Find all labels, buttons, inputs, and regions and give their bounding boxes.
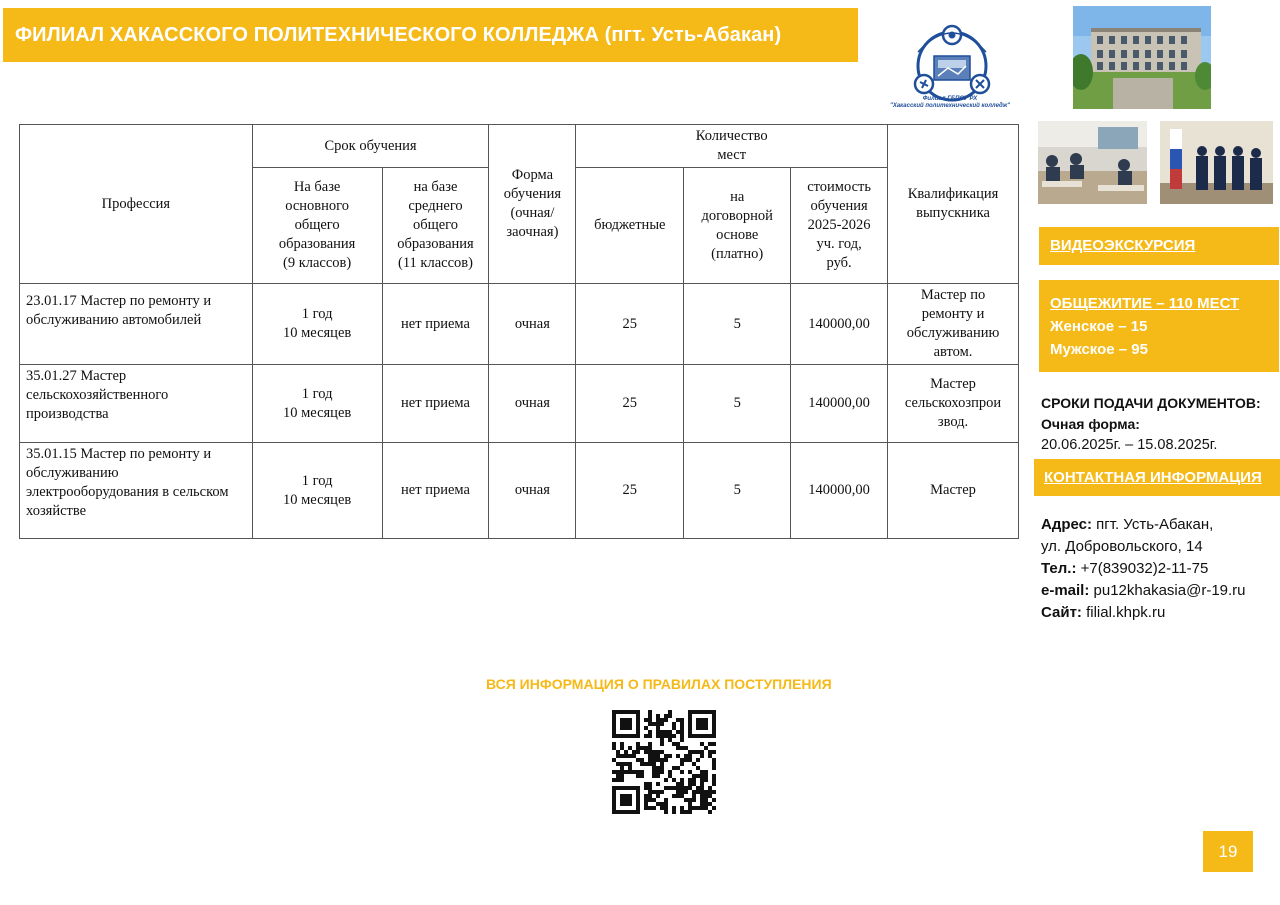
header-contract: на договорной основе (платно) bbox=[684, 168, 791, 284]
address-line1 bbox=[1041, 514, 1246, 536]
header-places: Количество мест bbox=[576, 125, 888, 168]
students-group-photo bbox=[1160, 121, 1273, 204]
dormitory-title: ОБЩЕЖИТИЕ – 110 МЕСТ bbox=[1050, 295, 1240, 312]
contact-info-link[interactable] bbox=[1034, 459, 1280, 496]
phone-value[interactable]: +7(839032)2-11-75 bbox=[1076, 560, 1209, 577]
profession-cell: 23.01.17 Мастер по ремонту и обслуживанию автомобилей bbox=[20, 284, 253, 365]
base9-cell: 1 год 10 месяцев bbox=[252, 365, 382, 443]
qualification-cell: Мастер bbox=[888, 443, 1019, 539]
logo-caption-line2: "Хакасский политехнический колледж" bbox=[890, 103, 1010, 109]
form-cell: очная bbox=[489, 284, 576, 365]
admission-rules-heading: ВСЯ ИНФОРМАЦИЯ О ПРАВИЛАХ ПОСТУПЛЕНИЯ bbox=[486, 676, 832, 692]
base11-cell: нет приема bbox=[382, 443, 489, 539]
header-base11: на базе среднего общего образования (11 классов) bbox=[382, 168, 489, 284]
header-budget: бюджетные bbox=[576, 168, 684, 284]
logo-caption bbox=[880, 96, 1020, 110]
logo-caption-line1: Филиал ГБПОУ РХ bbox=[922, 96, 978, 102]
cost-cell: 140000,00 bbox=[791, 365, 888, 443]
deadline-dates: 20.06.2025г. – 15.08.2025г. bbox=[1041, 437, 1218, 453]
base9-cell: 1 год 10 месяцев bbox=[252, 443, 382, 539]
header-cost: стоимость обучения 2025-2026 уч. год, руб. bbox=[791, 168, 888, 284]
base11-cell: нет приема bbox=[382, 284, 489, 365]
address-label: Адрес: bbox=[1041, 516, 1092, 533]
profession-cell: 35.01.15 Мастер по ремонту и обслуживанию электрооборудования в сельском хозяйстве bbox=[20, 443, 253, 539]
header-qualification: Квалификация выпускника bbox=[888, 125, 1019, 284]
header-base9: На базе основного общего образования (9 классов) bbox=[252, 168, 382, 284]
header-banner bbox=[3, 8, 858, 62]
dormitory-male: Мужское – 95 bbox=[1050, 341, 1148, 358]
table-row bbox=[20, 284, 1019, 365]
site-label: Сайт: bbox=[1041, 604, 1082, 621]
deadline-block bbox=[1041, 393, 1261, 456]
table-row bbox=[20, 365, 1019, 443]
site-value[interactable]: filial.khpk.ru bbox=[1081, 604, 1166, 621]
professions-table bbox=[19, 124, 1019, 539]
phone-line bbox=[1041, 558, 1246, 580]
dormitory-box[interactable] bbox=[1039, 280, 1279, 372]
contract-cell: 5 bbox=[684, 365, 791, 443]
budget-cell: 25 bbox=[576, 365, 684, 443]
header-profession: Профессия bbox=[20, 125, 253, 284]
video-tour-link[interactable] bbox=[1039, 227, 1279, 265]
phone-label: Тел.: bbox=[1041, 560, 1077, 577]
college-building-photo bbox=[1073, 6, 1211, 109]
qualification-cell: Мастер сельскохозпрои звод. bbox=[888, 365, 1019, 443]
budget-cell: 25 bbox=[576, 284, 684, 365]
cost-cell: 140000,00 bbox=[791, 443, 888, 539]
profession-cell: 35.01.27 Мастер сельскохозяйственного производства bbox=[20, 365, 253, 443]
deadline-title: СРОКИ ПОДАЧИ ДОКУМЕНТОВ: bbox=[1041, 395, 1261, 411]
site-line bbox=[1041, 602, 1246, 624]
base11-cell: нет приема bbox=[382, 365, 489, 443]
qr-code[interactable] bbox=[612, 710, 716, 814]
contacts-block bbox=[1041, 514, 1246, 624]
email-value[interactable]: pu12khakasia@r-19.ru bbox=[1089, 582, 1246, 599]
base9-cell: 1 год 10 месяцев bbox=[252, 284, 382, 365]
address-line2: ул. Добровольского, 14 bbox=[1041, 538, 1203, 555]
page-title: ФИЛИАЛ ХАКАССКОГО ПОЛИТЕХНИЧЕСКОГО КОЛЛЕДЖА (пгт. Усть-Абакан) bbox=[15, 24, 782, 46]
budget-cell: 25 bbox=[576, 443, 684, 539]
header-form: Форма обучения (очная/ заочная) bbox=[489, 125, 576, 284]
contract-cell: 5 bbox=[684, 443, 791, 539]
cost-cell: 140000,00 bbox=[791, 284, 888, 365]
dormitory-female: Женское – 15 bbox=[1050, 318, 1148, 335]
address-value: пгт. Усть-Абакан, bbox=[1092, 516, 1214, 533]
deadline-form: Очная форма: bbox=[1041, 416, 1140, 432]
contract-cell: 5 bbox=[684, 284, 791, 365]
form-cell: очная bbox=[489, 443, 576, 539]
table-row bbox=[20, 443, 1019, 539]
email-label: e-mail: bbox=[1041, 582, 1090, 599]
page-number: 19 bbox=[1203, 831, 1253, 872]
video-tour-label: ВИДЕОЭКСКУРСИЯ bbox=[1050, 237, 1196, 254]
email-line bbox=[1041, 580, 1246, 602]
contact-info-label: КОНТАКТНАЯ ИНФОРМАЦИЯ bbox=[1044, 469, 1262, 486]
classroom-photo bbox=[1038, 121, 1147, 204]
form-cell: очная bbox=[489, 365, 576, 443]
qualification-cell: Мастер по ремонту и обслуживанию автом. bbox=[888, 284, 1019, 365]
header-duration: Срок обучения bbox=[252, 125, 489, 168]
